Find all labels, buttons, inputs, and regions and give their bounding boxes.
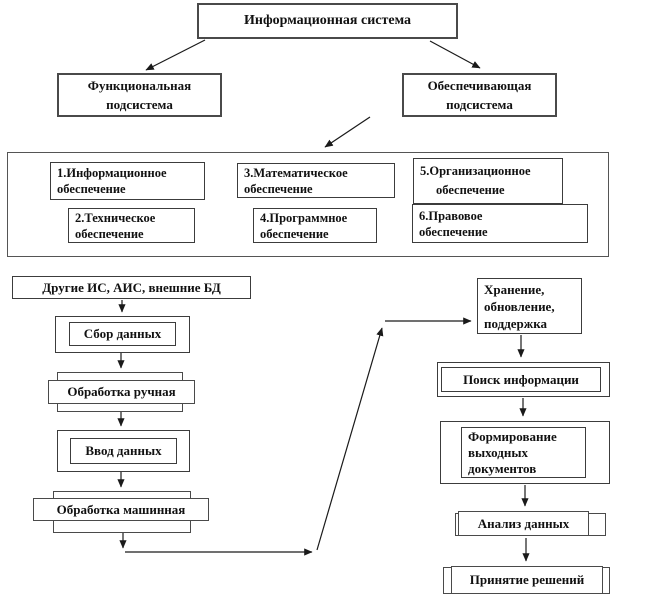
support-block-5-line2: обеспечение [436, 183, 505, 197]
data-collection-inner-box [69, 322, 176, 346]
support-block-3-line1: 3.Математическое [244, 165, 348, 180]
machine-processing-box [33, 491, 209, 533]
functional-subsystem-box [57, 73, 222, 117]
support-block-4-line2: обеспечение [260, 226, 329, 241]
external-sources-box [12, 276, 251, 299]
storage-line1: Хранение, [484, 281, 545, 297]
output-documents-box [440, 421, 610, 484]
manual-processing-front-box [48, 380, 195, 404]
output-documents-line2: выходных [468, 444, 529, 460]
information-system-box [197, 3, 458, 39]
information-system-label: Информационная система [243, 13, 412, 28]
data-analysis-front-box [458, 511, 589, 536]
machine-processing-front-box [33, 498, 209, 521]
decision-making-front-box [451, 566, 603, 594]
support-block-5-line1: 5.Организационное [420, 164, 531, 178]
decision-making-box [443, 566, 610, 595]
support-block-6-line1: 6.Правовое [419, 208, 483, 223]
support-block-information [50, 162, 205, 200]
support-block-3-line2: обеспечение [244, 181, 313, 196]
storage-line2: обновление, [484, 298, 555, 314]
providing-subsystem-line2: подсистема [446, 97, 513, 112]
data-collection-label: Сбор данных [83, 326, 162, 341]
information-search-inner-box [441, 367, 601, 392]
external-sources-label: Другие ИС, АИС, внешние БД [42, 279, 221, 295]
support-block-2-line2: обеспечение [75, 226, 144, 241]
data-analysis-label: Анализ данных [477, 515, 570, 531]
output-documents-inner-box [461, 427, 586, 478]
support-block-1-line2: обеспечение [57, 182, 126, 196]
manual-processing-box [48, 372, 195, 412]
support-block-2-line1: 2.Техническое [75, 210, 156, 225]
data-analysis-box [455, 511, 607, 537]
decision-making-label: Принятие решений [469, 572, 585, 587]
manual-processing-label: Обработка ручная [67, 384, 176, 399]
functional-subsystem-line2: подсистема [106, 97, 173, 112]
providing-subsystem-box [402, 73, 557, 117]
support-block-4-line1: 4.Программное [260, 210, 348, 225]
support-block-organizational [413, 158, 563, 204]
support-block-technical [68, 208, 195, 243]
data-input-label: Ввод данных [85, 443, 162, 458]
support-block-1-line1: 1.Информационное [57, 166, 167, 180]
data-collection-box [55, 316, 190, 353]
support-block-mathematical [237, 163, 395, 198]
machine-processing-label: Обработка машинная [56, 501, 186, 517]
storage-box [477, 278, 582, 334]
providing-subsystem-line1: Обеспечивающая [427, 78, 532, 93]
output-documents-line1: Формирование [468, 428, 557, 444]
support-block-legal [412, 204, 588, 243]
information-search-box [437, 362, 610, 397]
output-documents-line3: документов [468, 460, 537, 476]
information-search-label: Поиск информации [463, 371, 579, 387]
functional-subsystem-line1: Функциональная [87, 78, 192, 93]
data-input-inner-box [70, 438, 177, 464]
storage-line3: поддержка [484, 315, 547, 331]
support-block-6-line2: обеспечение [419, 224, 488, 239]
support-block-software [253, 208, 377, 243]
data-input-box [57, 430, 190, 472]
